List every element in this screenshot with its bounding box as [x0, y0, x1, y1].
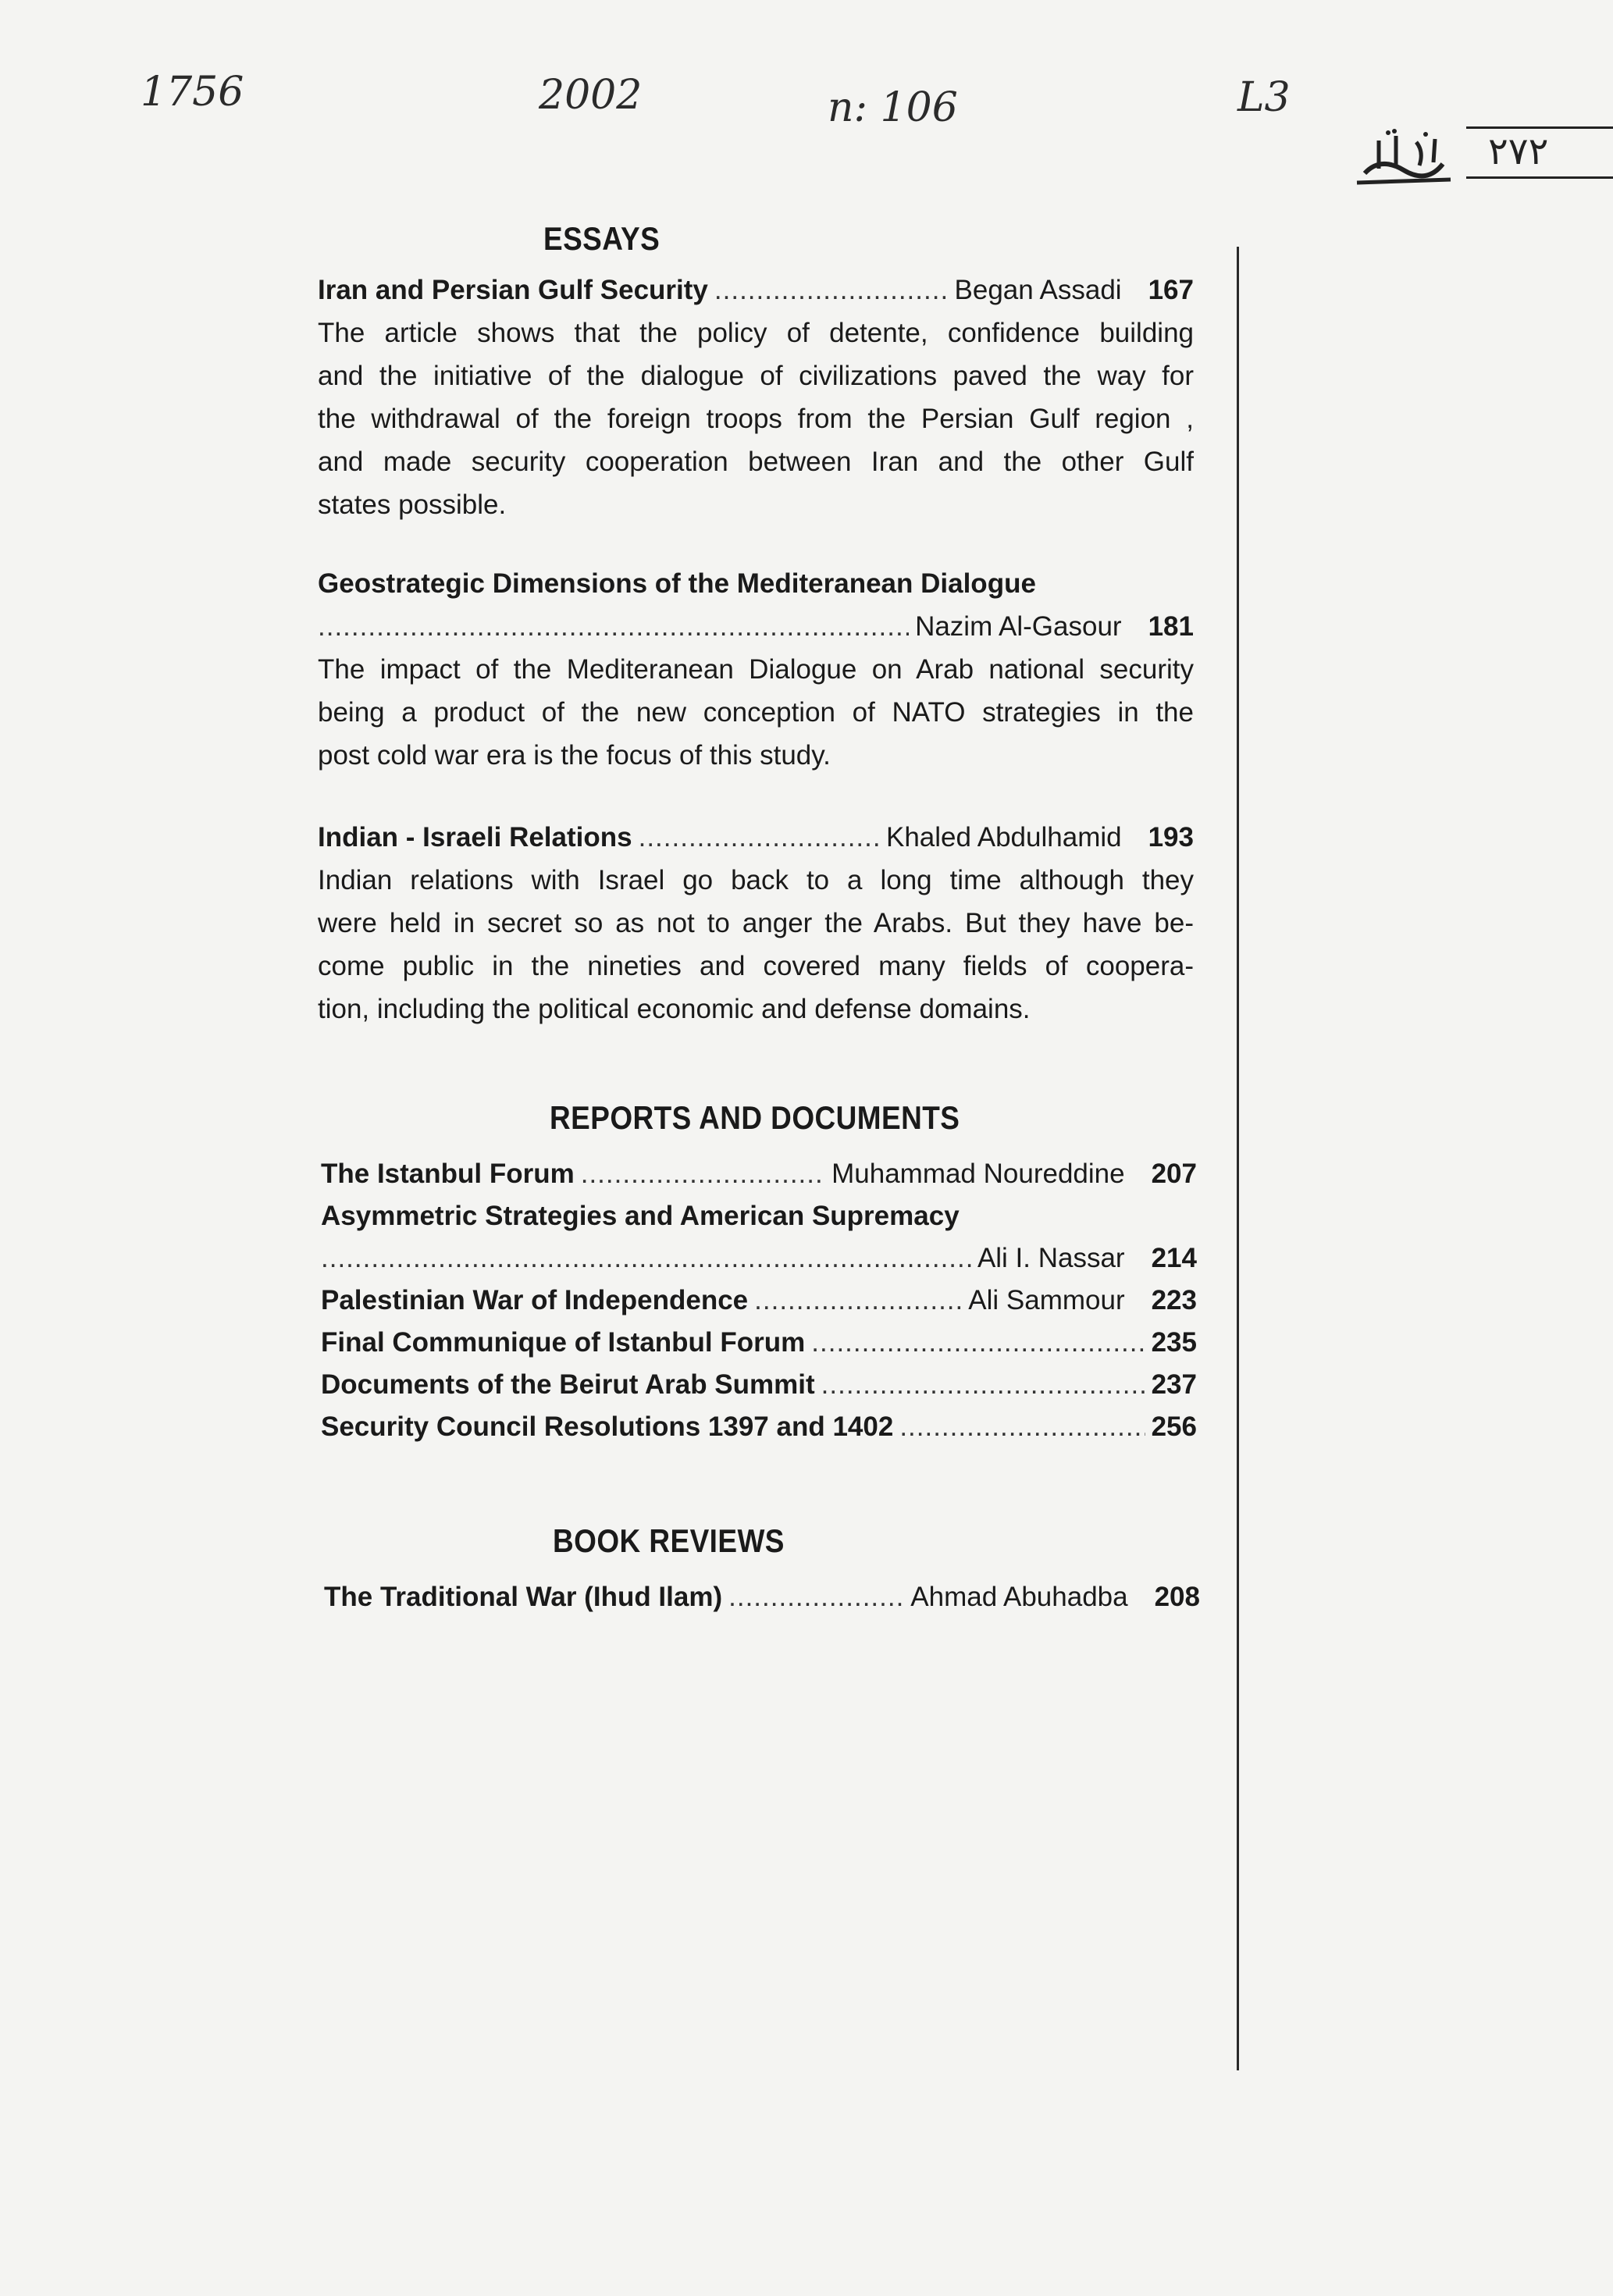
entry-title: Final Communique of Istanbul Forum	[321, 1327, 806, 1358]
abstract-line: states possible.	[318, 489, 507, 520]
entry-page: 193	[1148, 822, 1194, 853]
abstract-line: post cold war era is the focus of this study.	[318, 740, 831, 771]
book-review-entry-1[interactable]	[324, 1575, 1200, 1618]
entry-title: Security Council Resolutions 1397 and 1402	[321, 1411, 894, 1442]
entry-page: 256	[1151, 1411, 1197, 1442]
essays-heading: ESSAYS	[543, 220, 661, 257]
reports-heading: REPORTS AND DOCUMENTS	[550, 1099, 960, 1136]
entry-page: 181	[1148, 611, 1194, 642]
page-number: ٢٧٢	[1488, 130, 1549, 173]
handwritten-issue: n: 106	[828, 84, 958, 131]
entry-page: 214	[1151, 1243, 1197, 1273]
handwritten-ref: 1756	[141, 69, 244, 116]
entry-author: Nazim Al-Gasour	[915, 611, 1122, 642]
header-rule-top	[1466, 126, 1613, 129]
handwritten-year: 2002	[539, 72, 643, 119]
header-rule-bottom	[1466, 176, 1613, 179]
report-entry-2-title[interactable]: Asymmetric Strategies and American Supremacy	[321, 1201, 960, 1231]
leader-dots	[754, 1279, 962, 1322]
abstract-line: come public in the nineties and covered many fields of coopera-	[318, 951, 1194, 981]
entry-title: Documents of the Beirut Arab Summit	[321, 1369, 815, 1400]
entry-author: Ahmad Abuhadba	[910, 1582, 1128, 1612]
essay-entry-2[interactable]	[318, 605, 1194, 648]
journal-logo	[1349, 125, 1458, 189]
abstract-line: and made security cooperation between Iran and the other Gulf	[318, 447, 1194, 477]
abstract-line: and the initiative of the dialogue of civilizations paved the way for	[318, 361, 1194, 391]
essay-entry-1[interactable]	[318, 269, 1194, 311]
essay-entry-3[interactable]	[318, 816, 1194, 859]
leader-dots	[811, 1321, 1145, 1364]
abstract-line: the withdrawal of the foreign troops from the Persian Gulf region ,	[318, 404, 1194, 434]
essay-entry-2-title[interactable]: Geostrategic Dimensions of the Mediteranean Dialogue	[318, 568, 1036, 599]
handwritten-code: L3	[1237, 74, 1291, 121]
leader-dots	[321, 1237, 971, 1280]
entry-page: 167	[1148, 275, 1194, 305]
abstract-line: Indian relations with Israel go back to a long time although they	[318, 865, 1194, 895]
entry-title: Palestinian War of Independence	[321, 1285, 749, 1315]
entry-author: Began Assadi	[954, 275, 1122, 305]
report-entry-2[interactable]	[321, 1237, 1197, 1280]
entry-author: Ali Sammour	[968, 1285, 1125, 1315]
entry-author: Khaled Abdulhamid	[885, 822, 1122, 853]
report-entry-6[interactable]	[321, 1405, 1197, 1448]
report-entry-1[interactable]	[321, 1152, 1197, 1194]
leader-dots	[318, 605, 909, 648]
abstract-line: being a product of the new conception of NATO strategies in the	[318, 697, 1194, 728]
abstract-line: were held in secret so as not to anger the Arabs. But they have be-	[318, 908, 1194, 938]
entry-page: 208	[1154, 1582, 1200, 1612]
leader-dots	[728, 1575, 904, 1618]
entry-title: Indian - Israeli Relations	[318, 822, 632, 853]
leader-dots	[714, 269, 949, 311]
entry-page: 237	[1151, 1369, 1197, 1400]
entry-title: The Istanbul Forum	[321, 1159, 575, 1189]
book-reviews-heading: BOOK REVIEWS	[553, 1522, 785, 1559]
entry-author: Muhammad Noureddine	[831, 1159, 1125, 1189]
leader-dots	[639, 816, 880, 859]
leader-dots	[581, 1152, 825, 1195]
leader-dots	[821, 1363, 1145, 1406]
abstract-line: The impact of the Mediteranean Dialogue on Arab national security	[318, 654, 1194, 685]
entry-page: 223	[1151, 1285, 1197, 1315]
abstract-line: The article shows that the policy of detente, confidence building	[318, 318, 1194, 348]
entry-title: Iran and Persian Gulf Security	[318, 275, 708, 305]
report-entry-4[interactable]	[321, 1321, 1197, 1364]
report-entry-3[interactable]	[321, 1279, 1197, 1322]
report-entry-5[interactable]	[321, 1363, 1197, 1406]
leader-dots	[899, 1405, 1145, 1448]
entry-page: 207	[1151, 1159, 1197, 1189]
entry-page: 235	[1151, 1327, 1197, 1358]
column-divider	[1237, 247, 1239, 2070]
abstract-line: tion, including the political economic and defense domains.	[318, 994, 1031, 1024]
entry-author: Ali I. Nassar	[977, 1243, 1125, 1273]
entry-title: The Traditional War (Ihud Ilam)	[324, 1582, 723, 1612]
